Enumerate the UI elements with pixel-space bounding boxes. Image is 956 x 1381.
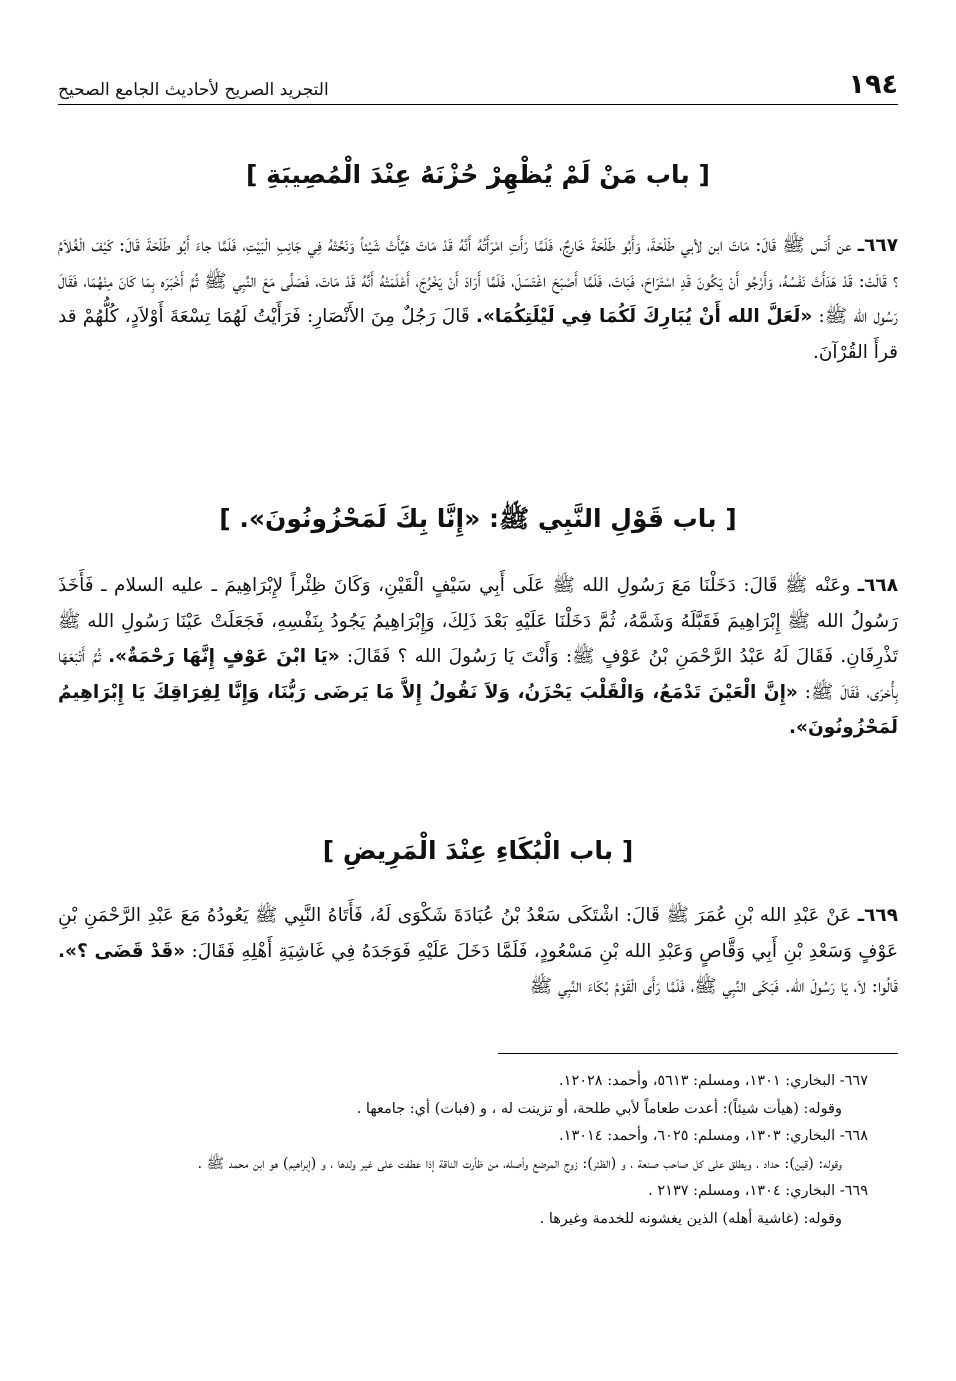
- hadith-669: [58, 898, 898, 1005]
- page-header: [58, 60, 898, 100]
- footnote-ref-669: ٦٦٩- البخاري: ١٣٠٤، ومسلم: ٢١٣٧ .: [648, 1183, 868, 1199]
- hadith-text: عَنْ عَبْدِ الله بْنِ عُمَرَ ﷺ قَالَ: اشْتَكَى سَعْدُ بْنُ عُبَادَةَ شَكْوَى لَهُ، فَأَتَاهُ النَّبِي ﷺ يَعُودُهُ مَعَ عَبْدِ الرَّحْمَنِ بْنِ عَوْفٍ وَسَعْدِ بْنِ أَبِي وَقَّاصٍ وَعَبْدِ الله بْنِ مَسْعُودٍ، فَلَمَّا دَخَلَ عَلَيْهِ فَوَجَدَهُ فِي غَاشِيَةِ أَهْلِهِ فَقَالَ:: [58, 905, 898, 962]
- chapter-title-3: [ باب الْبُكَاءِ عِنْدَ الْمَرِيضِ ]: [322, 836, 634, 865]
- chapter-title-2: [ باب قَوْلِ النَّبِي ﷺ: «إِنَّا بِكَ لَمَحْزُونُونَ». ]: [219, 504, 737, 533]
- hadith-number: ٦٦٨ـ: [857, 575, 898, 596]
- hadith-667: [58, 228, 898, 370]
- footnote-gloss-669: وقوله: (غاشية أهله) الذين يغشونه للخدمة وغيرها .: [539, 1210, 842, 1227]
- footnote-divider: [498, 1053, 898, 1054]
- prophet-quote: «قَدْ قَضَى ؟».: [58, 940, 186, 962]
- footnotes: [100, 1068, 868, 1233]
- prophet-quote-2: «إِنَّ الْعَيْنَ تَدْمَعُ، وَالْقَلْبَ يَحْزَنُ، وَلاَ نَقُولُ إِلاَّ مَا يَرضَى رَبُّنَا، وَإِنَّا لِفِرَاقِكَ يَا إِبْرَاهِيمُ لَمَحْزُونُونَ».: [58, 681, 898, 738]
- footnote-ref-667: ٦٦٧- البخاري: ١٣٠١، ومسلم: ٥٦١٣، وأحمد: ١٢٠٢٨.: [559, 1073, 868, 1089]
- prophet-quote: «يَا ابْنَ عَوْفٍ إِنَّهَا رَحْمَةٌ».: [108, 646, 340, 667]
- running-title: التجريد الصريح لأحاديث الجامع الصحيح: [58, 80, 329, 100]
- footnote-ref-668: ٦٦٨- البخاري: ١٣٠٣، ومسلم: ٦٠٢٥، وأحمد: ١٣٠١٤.: [559, 1128, 868, 1144]
- hadith-text-continued: ثُمَّ أَتْبَعَهَا بِأُخرَى، فَقَالَ ﷺ:: [58, 646, 898, 703]
- page-number: ١٩٤: [848, 69, 898, 100]
- hadith-number: ٦٦٧ـ: [857, 235, 898, 256]
- prophet-quote: «لَعَلَّ الله أَنْ يُبَارِكَ لَكُمَا فِي لَيْلَتِكُمَا».: [475, 306, 813, 327]
- hadith-668: [58, 568, 898, 746]
- chapter-title-1: [ باب مَنْ لَمْ يُظْهِرْ حُزْنَهُ عِنْدَ الْمُصِيبَةِ ]: [246, 160, 710, 189]
- hadith-number: ٦٦٩ـ: [857, 905, 898, 926]
- header-divider: [58, 104, 898, 105]
- hadith-text-continued: قَالَ رَجُلٌ مِنَ الأَنْصَارِ: فَرَأَيْتُ لَهُمَا تِسْعَةَ أَوْلاَدٍ، كُلُّهُمْ قد قرأَ القُرْآنَ.: [58, 306, 898, 363]
- footnote-gloss-667: وقوله: (هيأت شيئاً): أعدت طعاماً لأبي طلحة، أو تزينت له ، و (فبات) أي: جامعها .: [356, 1100, 842, 1117]
- hadith-text: وعَنْه ﷺ قَالَ: دَخَلْنَا مَعَ رَسُولِ الله ﷺ عَلَى أَبِي سَيْفٍ الْقَيْنِ، وَكَانَ ظِئْراً لإِبْرَاهِيمَ ـ عليه السلام ـ فَأَخَذَ رَسُولُ الله ﷺ إِبْرَاهِيمَ فَقَبَّلَهُ وَشَمَّهُ، ثُمَّ دَخَلْنَا عَلَيْهِ بَعْدَ ذَلِكَ، وَإِبْرَاهِيمُ يَجُودُ بِنَفْسِهِ، فَجَعَلَتْ عَيْنَا رَسُولِ الله ﷺ تَذْرِفَانِ. فَقَالَ لَهُ عَبْدُ الرَّحْمَنِ بْنُ عَوْفٍ ﷺ: وَأَنْتَ يَا رَسُولَ الله ؟ فَقَالَ:: [58, 575, 898, 667]
- hadith-text: عن أَنَس ﷺ قَالَ: مَاتَ ابن لأبي طَلْحَةَ، وَأَبُو طَلْحَةَ خَارِجٌ، فَلَمَّا رَأَتِ امْرَأَتُهُ أَنَّهُ قَدْ مَاتَ هَيَّأَتْ شَيْئاً وَنَحَّتْهُ فِي جَانِبِ الْبَيْتِ، فَلَمَّا جاءَ أَبُو طَلْحَةَ قَالَ: كَيْفَ الْغُلاَمُ ؟ قَالَتْ: قَدْ هَدَأَتْ نَفْسُهُ، وَأَرْجُو أَنْ يَكُونَ قَدِ اسْتَرَاحَ، فَبَاتَ، فَلَمَّا أَصْبَحَ اغْتَسَلَ، فَلَمَّا أَرَادَ أَنْ يَخْرُجَ، أَعْلَمَتْهُ أَنَّهُ قَدْ مَاتَ، فَصَلَّى مَعَ النَّبِي ﷺ ثُمَّ أَخْبَرَه بِمَا كَانَ مِنْهُمَا، فَقَالَ رَسُول الله ﷺ:: [58, 235, 898, 327]
- footnote-gloss-668: وقوله: (قين): حداد ، ويطلق على كل صاحب صنعة ، و (الظئر): زوج المرضع وأصله، من ظأرت الناقة إذا عطفت على غير ولدها ، و (إبراهيم) هو ابن محمد ﷺ .: [197, 1155, 842, 1172]
- hadith-text-continued: قَالُوا: لاَ، يَا رَسُولَ الله. فَبَكَى النَّبِي ﷺ، فَلَمَّا رَأَى الْقَوْمُ بُكَاءَ النَّبِي ﷺ: [529, 976, 898, 997]
